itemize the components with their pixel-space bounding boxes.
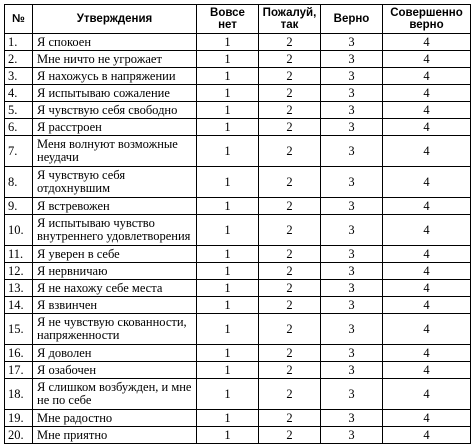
row-number: 1. — [5, 34, 33, 51]
row-number: 9. — [5, 198, 33, 215]
rating-3[interactable]: 3 — [321, 246, 383, 263]
header-col4: Совершенно верно — [383, 5, 471, 34]
rating-3[interactable]: 3 — [321, 102, 383, 119]
rating-1[interactable]: 1 — [197, 119, 259, 136]
rating-2[interactable]: 2 — [259, 410, 321, 427]
rating-3[interactable]: 3 — [321, 345, 383, 362]
rating-2[interactable]: 2 — [259, 136, 321, 167]
row-statement: Я встревожен — [33, 198, 197, 215]
row-statement: Я слишком возбужден, и мне не по себе — [33, 379, 197, 410]
rating-4[interactable]: 4 — [383, 215, 471, 246]
header-col3: Верно — [321, 5, 383, 34]
row-statement: Я расстроен — [33, 119, 197, 136]
rating-4[interactable]: 4 — [383, 263, 471, 280]
row-statement: Я доволен — [33, 345, 197, 362]
rating-4[interactable]: 4 — [383, 314, 471, 345]
table-row — [5, 119, 471, 136]
rating-1[interactable]: 1 — [197, 379, 259, 410]
questionnaire-table — [4, 4, 471, 444]
table-row — [5, 379, 471, 410]
rating-1[interactable]: 1 — [197, 167, 259, 198]
row-statement: Я испытываю сожаление — [33, 85, 197, 102]
rating-1[interactable]: 1 — [197, 198, 259, 215]
row-number: 7. — [5, 136, 33, 167]
row-statement: Я не нахожу себе места — [33, 280, 197, 297]
row-statement: Я не чувствую скованности, напряженности — [33, 314, 197, 345]
rating-2[interactable]: 2 — [259, 119, 321, 136]
rating-3[interactable]: 3 — [321, 215, 383, 246]
rating-2[interactable]: 2 — [259, 68, 321, 85]
rating-4[interactable]: 4 — [383, 167, 471, 198]
header-col1: Вовсе нет — [197, 5, 259, 34]
rating-1[interactable]: 1 — [197, 263, 259, 280]
rating-2[interactable]: 2 — [259, 167, 321, 198]
table-row — [5, 362, 471, 379]
rating-4[interactable]: 4 — [383, 136, 471, 167]
row-statement: Мне ничто не угрожает — [33, 51, 197, 68]
rating-4[interactable]: 4 — [383, 34, 471, 51]
rating-1[interactable]: 1 — [197, 410, 259, 427]
rating-4[interactable]: 4 — [383, 345, 471, 362]
rating-3[interactable]: 3 — [321, 198, 383, 215]
row-statement: Я чувствую себя отдохнувшим — [33, 167, 197, 198]
rating-1[interactable]: 1 — [197, 68, 259, 85]
rating-2[interactable]: 2 — [259, 427, 321, 444]
rating-4[interactable]: 4 — [383, 68, 471, 85]
rating-2[interactable]: 2 — [259, 51, 321, 68]
row-statement: Я взвинчен — [33, 297, 197, 314]
row-statement: Я нахожусь в напряжении — [33, 68, 197, 85]
row-number: 11. — [5, 246, 33, 263]
table-row — [5, 85, 471, 102]
rating-1[interactable]: 1 — [197, 246, 259, 263]
table-row — [5, 34, 471, 51]
row-statement: Я озабочен — [33, 362, 197, 379]
rating-3[interactable]: 3 — [321, 167, 383, 198]
row-statement: Мне радостно — [33, 410, 197, 427]
table-row — [5, 68, 471, 85]
row-number: 18. — [5, 379, 33, 410]
header-num: № — [5, 5, 33, 34]
row-number: 10. — [5, 215, 33, 246]
table-row — [5, 198, 471, 215]
rating-1[interactable]: 1 — [197, 314, 259, 345]
rating-1[interactable]: 1 — [197, 34, 259, 51]
row-statement: Я испытываю чувство внутреннего удовлетворения — [33, 215, 197, 246]
rating-1[interactable]: 1 — [197, 427, 259, 444]
table-row — [5, 102, 471, 119]
rating-2[interactable]: 2 — [259, 85, 321, 102]
rating-3[interactable]: 3 — [321, 280, 383, 297]
rating-4[interactable]: 4 — [383, 280, 471, 297]
rating-1[interactable]: 1 — [197, 362, 259, 379]
rating-4[interactable]: 4 — [383, 410, 471, 427]
row-number: 4. — [5, 85, 33, 102]
rating-2[interactable]: 2 — [259, 246, 321, 263]
rating-1[interactable]: 1 — [197, 297, 259, 314]
rating-2[interactable]: 2 — [259, 263, 321, 280]
table-row — [5, 427, 471, 444]
table-row — [5, 215, 471, 246]
table-row — [5, 246, 471, 263]
rating-2[interactable]: 2 — [259, 198, 321, 215]
rating-1[interactable]: 1 — [197, 51, 259, 68]
table-row — [5, 51, 471, 68]
rating-3[interactable]: 3 — [321, 362, 383, 379]
row-statement: Я спокоен — [33, 34, 197, 51]
row-number: 12. — [5, 263, 33, 280]
rating-3[interactable]: 3 — [321, 119, 383, 136]
header-row — [5, 5, 471, 34]
table-row — [5, 280, 471, 297]
header-col2: Пожалуй, так — [259, 5, 321, 34]
rating-3[interactable]: 3 — [321, 263, 383, 280]
rating-3[interactable]: 3 — [321, 314, 383, 345]
row-number: 5. — [5, 102, 33, 119]
row-statement: Меня волнуют возможные неудачи — [33, 136, 197, 167]
row-number: 15. — [5, 314, 33, 345]
rating-3[interactable]: 3 — [321, 410, 383, 427]
rating-3[interactable]: 3 — [321, 379, 383, 410]
row-number: 14. — [5, 297, 33, 314]
rating-2[interactable]: 2 — [259, 314, 321, 345]
table-row — [5, 297, 471, 314]
rating-1[interactable]: 1 — [197, 345, 259, 362]
row-statement: Я чувствую себя свободно — [33, 102, 197, 119]
rating-3[interactable]: 3 — [321, 136, 383, 167]
table-row — [5, 410, 471, 427]
rating-2[interactable]: 2 — [259, 379, 321, 410]
rating-4[interactable]: 4 — [383, 198, 471, 215]
table-row — [5, 345, 471, 362]
rating-4[interactable]: 4 — [383, 427, 471, 444]
rating-1[interactable]: 1 — [197, 136, 259, 167]
row-number: 13. — [5, 280, 33, 297]
rating-4[interactable]: 4 — [383, 102, 471, 119]
row-statement: Я уверен в себе — [33, 246, 197, 263]
rating-3[interactable]: 3 — [321, 85, 383, 102]
rating-3[interactable]: 3 — [321, 34, 383, 51]
rating-4[interactable]: 4 — [383, 246, 471, 263]
row-number: 3. — [5, 68, 33, 85]
rating-2[interactable]: 2 — [259, 215, 321, 246]
table-row — [5, 314, 471, 345]
row-number: 2. — [5, 51, 33, 68]
row-number: 6. — [5, 119, 33, 136]
rating-2[interactable]: 2 — [259, 102, 321, 119]
rating-3[interactable]: 3 — [321, 68, 383, 85]
rating-2[interactable]: 2 — [259, 362, 321, 379]
rating-1[interactable]: 1 — [197, 85, 259, 102]
table-row — [5, 263, 471, 280]
rating-4[interactable]: 4 — [383, 362, 471, 379]
rating-4[interactable]: 4 — [383, 119, 471, 136]
rating-3[interactable]: 3 — [321, 297, 383, 314]
table-row — [5, 136, 471, 167]
table-row — [5, 167, 471, 198]
rating-3[interactable]: 3 — [321, 427, 383, 444]
row-statement: Мне приятно — [33, 427, 197, 444]
rating-2[interactable]: 2 — [259, 297, 321, 314]
rating-2[interactable]: 2 — [259, 345, 321, 362]
row-number: 16. — [5, 345, 33, 362]
rating-3[interactable]: 3 — [321, 51, 383, 68]
header-statement: Утверждения — [33, 5, 197, 34]
questionnaire-container — [4, 4, 470, 444]
rating-4[interactable]: 4 — [383, 297, 471, 314]
rating-2[interactable]: 2 — [259, 34, 321, 51]
rating-1[interactable]: 1 — [197, 102, 259, 119]
rating-4[interactable]: 4 — [383, 379, 471, 410]
rating-2[interactable]: 2 — [259, 280, 321, 297]
row-number: 17. — [5, 362, 33, 379]
row-number: 20. — [5, 427, 33, 444]
rating-1[interactable]: 1 — [197, 215, 259, 246]
row-number: 8. — [5, 167, 33, 198]
rating-4[interactable]: 4 — [383, 51, 471, 68]
row-statement: Я нервничаю — [33, 263, 197, 280]
rating-4[interactable]: 4 — [383, 85, 471, 102]
row-number: 19. — [5, 410, 33, 427]
rating-1[interactable]: 1 — [197, 280, 259, 297]
